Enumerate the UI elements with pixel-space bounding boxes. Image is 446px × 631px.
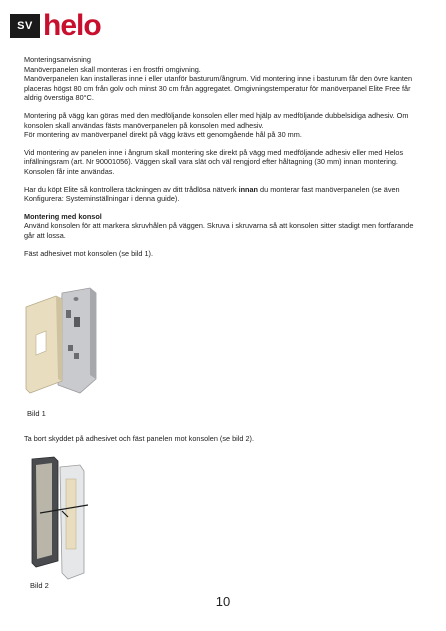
paragraph-1b: Manöverpanelen kan installeras inne i eller utanför basturum/ångrum. Vid montering inne i basturum får den övre kanten placeras högst 80 cm från golv och minst 30 cm från aggregatet. Omgivningstemperatur för manöverpanel Elite Free får aldrig överstiga 80°C.	[24, 74, 413, 103]
illustration-bracket-adhesive	[22, 285, 112, 400]
paragraph-3: Vid montering av panelen inne i ångrum skall montering ske direkt på vägg med medföljande adhesiv eller med Helos infällningsram (art. Nr 90001056). Väggen skall vara slät och väl rengjord efter håltagning (30 mm) innan montering. Konsolen får inte användas.	[24, 147, 404, 176]
illustration-panel-on-bracket	[28, 455, 98, 580]
brand-logo: helo	[43, 9, 101, 42]
paragraph-4	[24, 185, 424, 204]
paragraph-2b: För montering av manöverpanel direkt på vägg krävs ett genomgående hål på 30 mm.	[24, 130, 302, 140]
caption-figure-2: Bild 2	[30, 581, 49, 590]
header	[10, 11, 101, 41]
paragraph-5: Använd konsolen för att markera skruvhålen på väggen. Skruva i skruvarna så att konsolen sitter stadigt men fortfarande går att lossa.	[24, 221, 414, 240]
paragraph-4-emphasis: innan	[238, 184, 259, 194]
section-title: Monteringsanvisning	[24, 55, 91, 64]
document-body	[24, 55, 424, 266]
paragraph-6: Fäst adhesivet mot konsolen (se bild 1).	[24, 248, 153, 258]
paragraph-4-text: Har du köpt Elite så kontrollera täckningen av ditt trådlösa nätverk	[24, 184, 239, 194]
paragraph-2a: Montering på vägg kan göras med den medföljande konsolen eller med hjälp av medföljande dubbelsidiga adhesiv. Om konsolen skall användas fästs manöverpanelen på konsolen med adhesiv.	[24, 110, 409, 130]
caption-figure-1: Bild 1	[27, 409, 46, 418]
paragraph-1a: Manöverpanelen skall monteras i en frostfri omgivning.	[24, 64, 201, 74]
subheading-bracket-mounting: Montering med konsol	[24, 211, 102, 221]
paragraph-4-text-end: du monterar fast manöverpanelen (se även Konfigurera: Systeminställningar i denna guide).	[24, 184, 400, 204]
instruction-remove-protection: Ta bort skyddet på adhesivet och fäst panelen mot konsolen (se bild 2).	[24, 434, 254, 443]
page-number: 10	[215, 594, 231, 609]
language-badge: SV	[10, 14, 40, 38]
